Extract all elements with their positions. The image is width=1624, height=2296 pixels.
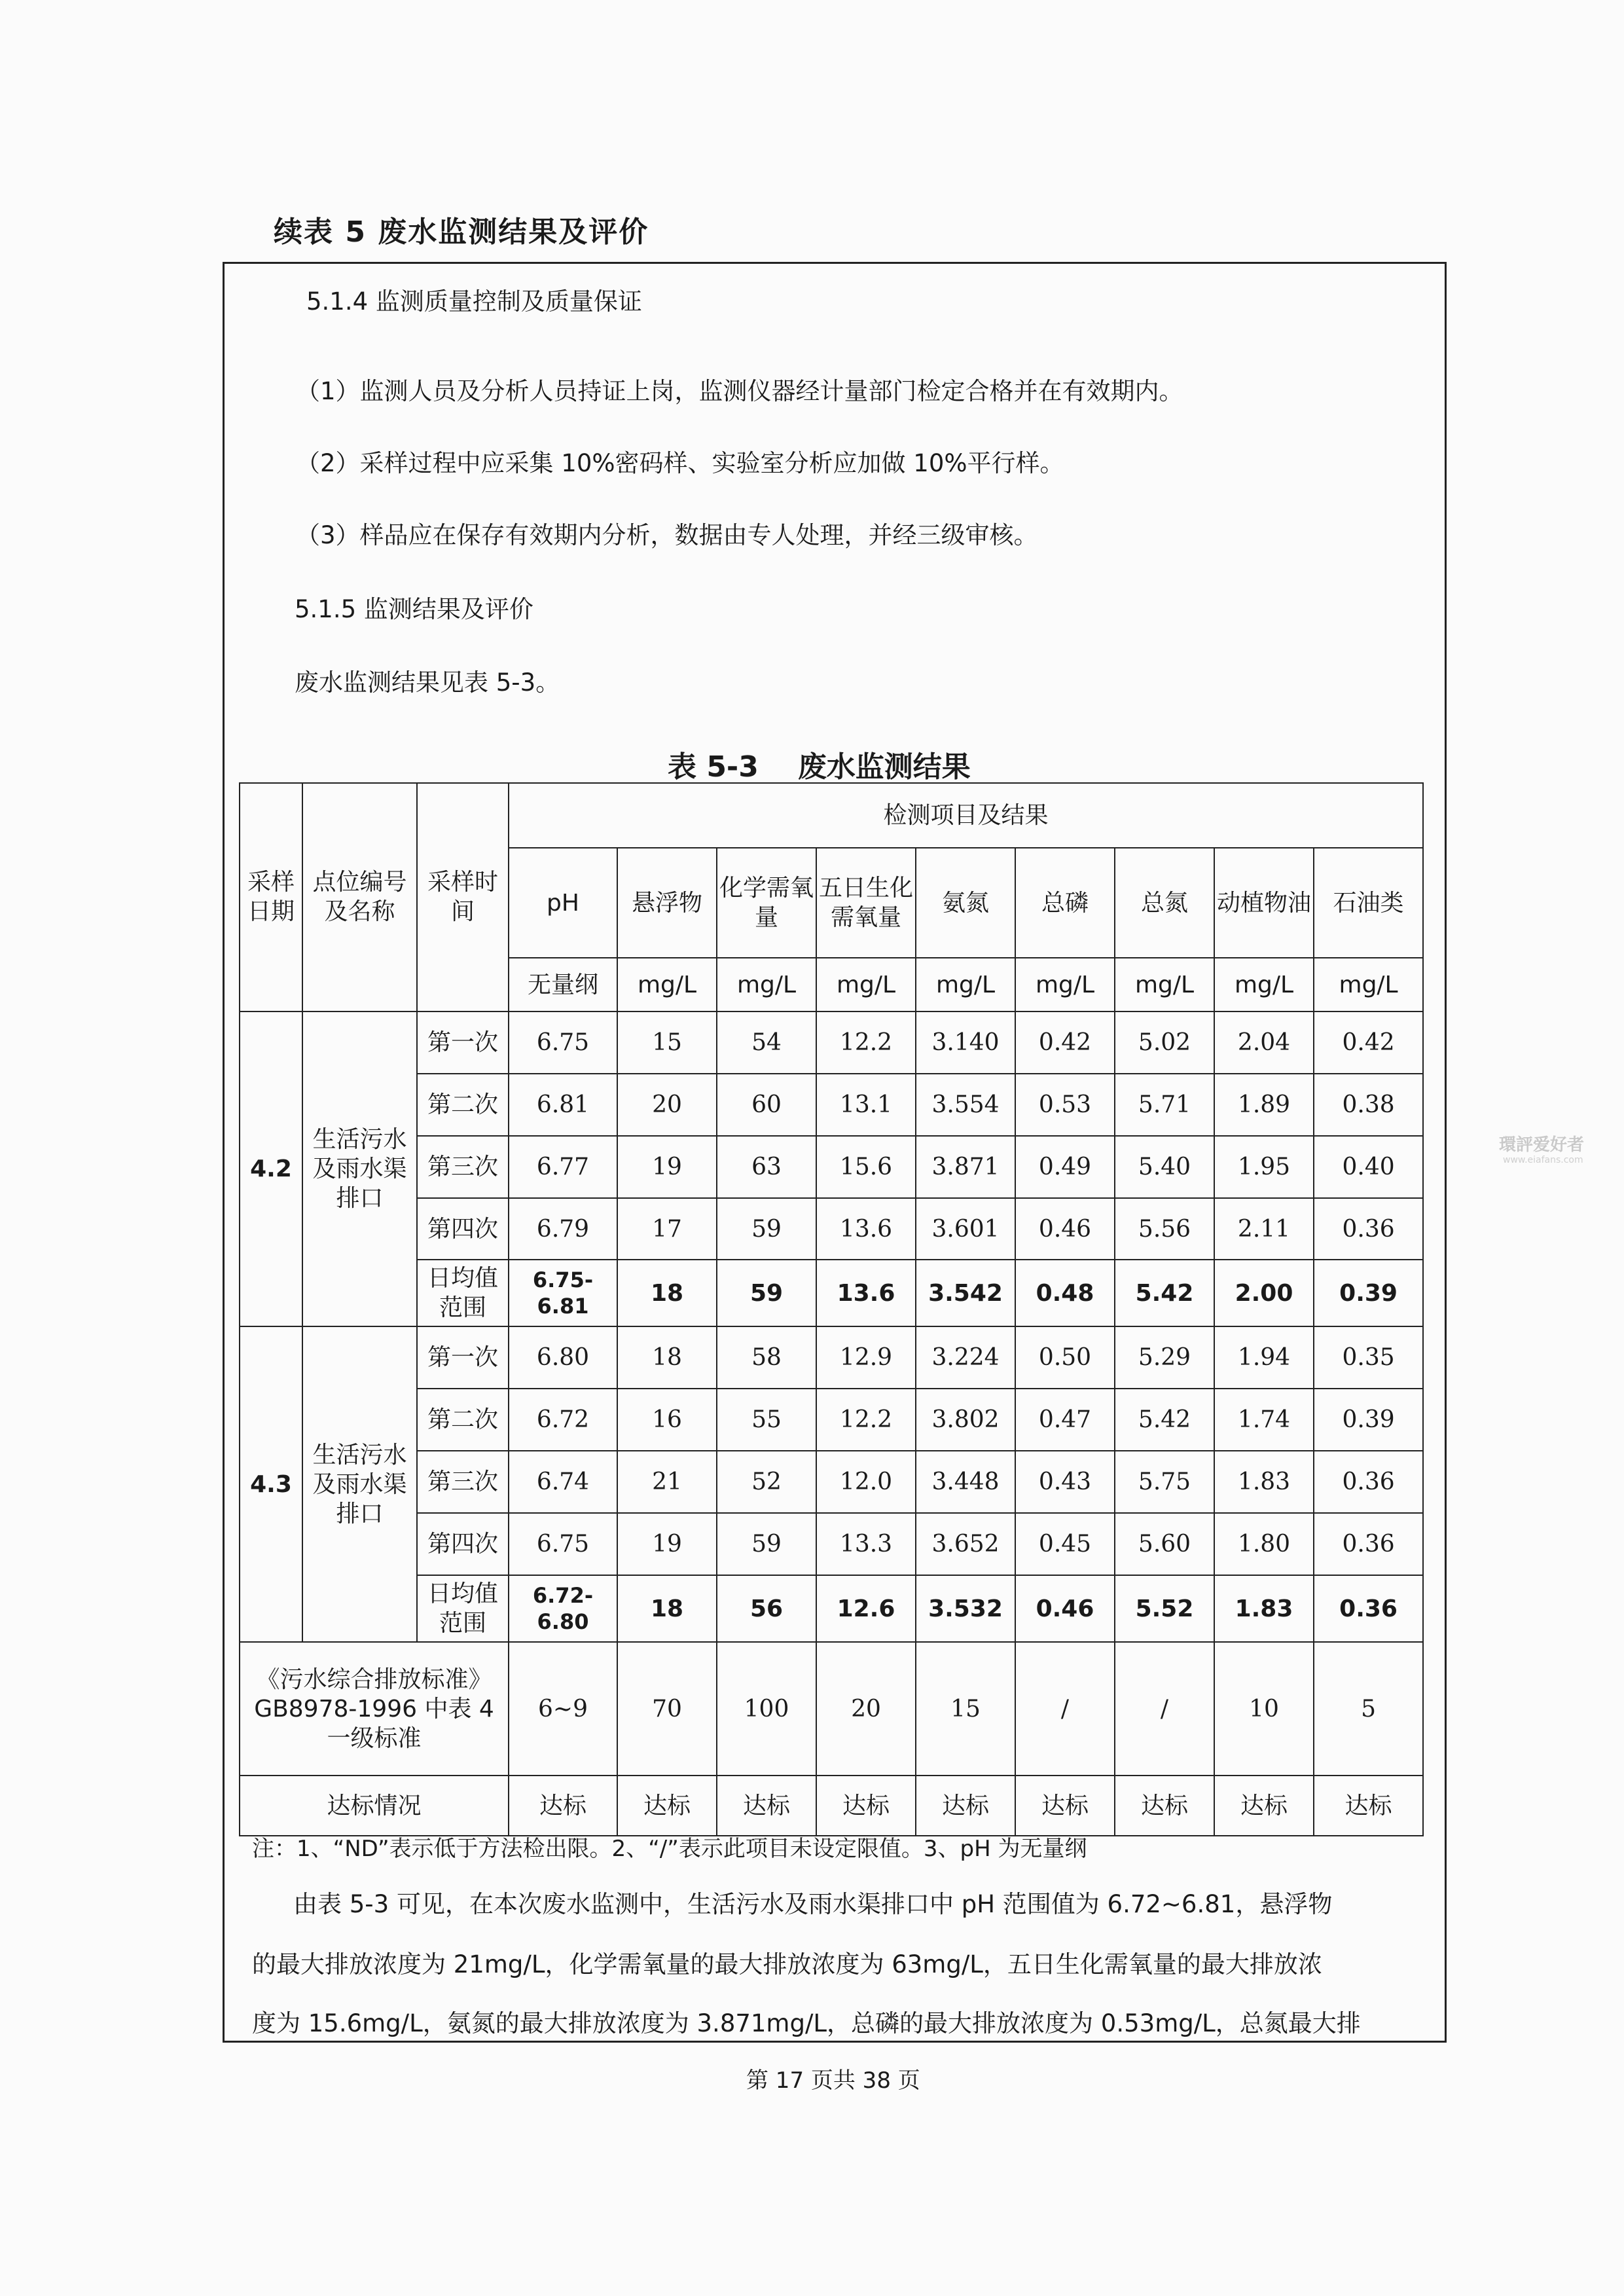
param-oil: 动植物油 (1214, 848, 1314, 958)
table-row (240, 1011, 1423, 1074)
compliance-value: 达标 (816, 1776, 916, 1836)
compliance-value: 达标 (1314, 1776, 1423, 1836)
standard-value: 20 (816, 1642, 916, 1776)
daily-average-value: 0.36 (1314, 1575, 1423, 1642)
measurement-value: 6.79 (509, 1198, 617, 1260)
measurement-value: 13.6 (816, 1198, 916, 1260)
measurement-value: 5.75 (1115, 1451, 1214, 1513)
measurement-value: 63 (717, 1136, 816, 1198)
measurement-value: 55 (717, 1389, 816, 1451)
param-bod5: 五日生化需氧量 (816, 848, 916, 958)
daily-average-value: 2.00 (1214, 1260, 1314, 1326)
measurement-value: 60 (717, 1074, 816, 1136)
conclusion-line-3: 度为 15.6mg/L，氨氮的最大排放浓度为 3.871mg/L，总磷的最大排放浓度为 0.53mg/L，总氮最大排 (252, 2009, 1361, 2037)
compliance-value: 达标 (1015, 1776, 1115, 1836)
measurement-value: 58 (717, 1326, 816, 1389)
sampling-date: 4.2 (240, 1011, 302, 1327)
measurement-value: 12.9 (816, 1326, 916, 1389)
measurement-value: 6.81 (509, 1074, 617, 1136)
compliance-value: 达标 (916, 1776, 1015, 1836)
measurement-value: 3.448 (916, 1451, 1015, 1513)
measurement-value: 0.46 (1015, 1198, 1115, 1260)
standard-value: 70 (617, 1642, 717, 1776)
table-title-text: 废水监测结果 (797, 750, 971, 784)
unit-oil: mg/L (1214, 958, 1314, 1011)
measurement-value: 15 (617, 1011, 717, 1074)
measurement-value: 15.6 (816, 1136, 916, 1198)
daily-average-value: 0.48 (1015, 1260, 1115, 1326)
measurement-value: 3.871 (916, 1136, 1015, 1198)
header-point-name: 点位编号及名称 (302, 783, 417, 1011)
measurement-value: 6.77 (509, 1136, 617, 1198)
measurement-value: 0.35 (1314, 1326, 1423, 1389)
param-ss: 悬浮物 (617, 848, 717, 958)
table-row (240, 1074, 1423, 1136)
sampling-time: 第三次 (417, 1451, 509, 1513)
compliance-value: 达标 (717, 1776, 816, 1836)
daily-average-value: 5.52 (1115, 1575, 1214, 1642)
header-sampling-time: 采样时间 (417, 783, 509, 1011)
measurement-value: 0.45 (1015, 1513, 1115, 1575)
param-nh3n: 氨氮 (916, 848, 1015, 958)
header-sampling-date: 采样日期 (240, 783, 302, 1011)
measurement-value: 20 (617, 1074, 717, 1136)
measurement-value: 1.94 (1214, 1326, 1314, 1389)
compliance-value: 达标 (617, 1776, 717, 1836)
measurement-value: 3.652 (916, 1513, 1015, 1575)
unit-ph: 无量纲 (509, 958, 617, 1011)
sampling-time: 第四次 (417, 1198, 509, 1260)
unit-petroleum: mg/L (1314, 958, 1423, 1011)
table-row (240, 1575, 1423, 1642)
measurement-value: 0.43 (1015, 1451, 1115, 1513)
daily-average-value: 0.46 (1015, 1575, 1115, 1642)
measurement-value: 5.29 (1115, 1326, 1214, 1389)
compliance-value: 达标 (1115, 1776, 1214, 1836)
table-row (240, 1513, 1423, 1575)
measurement-value: 6.74 (509, 1451, 617, 1513)
measurement-value: 5.02 (1115, 1011, 1214, 1074)
daily-average-value: 13.6 (816, 1260, 916, 1326)
sampling-time: 日均值范围 (417, 1260, 509, 1326)
section-514-heading: 5.1.4 监测质量控制及质量保证 (306, 287, 642, 316)
wastewater-results-table (239, 782, 1424, 1836)
page-header: 续表 5 废水监测结果及评价 (274, 215, 649, 249)
measurement-value: 18 (617, 1326, 717, 1389)
standard-value: 10 (1214, 1642, 1314, 1776)
daily-average-value: 1.83 (1214, 1575, 1314, 1642)
daily-average-value: 5.42 (1115, 1260, 1214, 1326)
daily-average-value: 3.532 (916, 1575, 1015, 1642)
measurement-value: 0.36 (1314, 1451, 1423, 1513)
table-row (240, 1326, 1423, 1389)
measurement-value: 3.554 (916, 1074, 1015, 1136)
measurement-value: 12.0 (816, 1451, 916, 1513)
measurement-value: 13.1 (816, 1074, 916, 1136)
table-row (240, 1260, 1423, 1326)
measurement-value: 54 (717, 1011, 816, 1074)
standard-value: 5 (1314, 1642, 1423, 1776)
measurement-value: 0.50 (1015, 1326, 1115, 1389)
measurement-value: 19 (617, 1136, 717, 1198)
measurement-value: 0.36 (1314, 1513, 1423, 1575)
daily-average-value: 6.75-6.81 (509, 1260, 617, 1326)
standard-label: 《污水综合排放标准》GB8978-1996 中表 4 一级标准 (240, 1642, 509, 1776)
sampling-point: 生活污水及雨水渠排口 (302, 1326, 417, 1642)
unit-bod5: mg/L (816, 958, 916, 1011)
sampling-time: 第三次 (417, 1136, 509, 1198)
table-row (240, 1198, 1423, 1260)
sampling-time: 第二次 (417, 1389, 509, 1451)
standard-value: 15 (916, 1642, 1015, 1776)
measurement-value: 0.38 (1314, 1074, 1423, 1136)
compliance-label: 达标情况 (240, 1776, 509, 1836)
sampling-time: 日均值范围 (417, 1575, 509, 1642)
measurement-value: 0.42 (1015, 1011, 1115, 1074)
unit-ss: mg/L (617, 958, 717, 1011)
measurement-value: 1.80 (1214, 1513, 1314, 1575)
measurement-value: 13.3 (816, 1513, 916, 1575)
measurement-value: 0.36 (1314, 1198, 1423, 1260)
measurement-value: 52 (717, 1451, 816, 1513)
measurement-value: 6.80 (509, 1326, 617, 1389)
section-515-heading: 5.1.5 监测结果及评价 (295, 595, 533, 623)
watermark-url: www.eiafans.com (1503, 1155, 1583, 1165)
table-note: 注：1、“ND”表示低于方法检出限。2、“/”表示此项目未设定限值。3、pH 为无量纲 (252, 1836, 1087, 1862)
results-body (240, 1011, 1423, 1642)
measurement-value: 1.74 (1214, 1389, 1314, 1451)
daily-average-value: 3.542 (916, 1260, 1015, 1326)
qc-item-3: （3）样品应在保存有效期内分析，数据由专人处理，并经三级审核。 (296, 521, 1038, 549)
measurement-value: 16 (617, 1389, 717, 1451)
measurement-value: 3.802 (916, 1389, 1015, 1451)
param-cod: 化学需氧量 (717, 848, 816, 958)
measurement-value: 0.53 (1015, 1074, 1115, 1136)
table-row (240, 1136, 1423, 1198)
measurement-value: 3.601 (916, 1198, 1015, 1260)
compliance-value: 达标 (1214, 1776, 1314, 1836)
compliance-value: 达标 (509, 1776, 617, 1836)
measurement-value: 6.75 (509, 1513, 617, 1575)
daily-average-value: 0.39 (1314, 1260, 1423, 1326)
measurement-value: 5.42 (1115, 1389, 1214, 1451)
sampling-time: 第二次 (417, 1074, 509, 1136)
measurement-value: 5.40 (1115, 1136, 1214, 1198)
sampling-time: 第一次 (417, 1326, 509, 1389)
unit-tp: mg/L (1015, 958, 1115, 1011)
param-petroleum: 石油类 (1314, 848, 1423, 958)
sampling-time: 第一次 (417, 1011, 509, 1074)
daily-average-value: 18 (617, 1260, 717, 1326)
param-tp: 总磷 (1015, 848, 1115, 958)
table-title-number: 表 5-3 (668, 750, 759, 784)
measurement-value: 12.2 (816, 1011, 916, 1074)
page-footer: 第 17 页共 38 页 (746, 2068, 920, 2094)
measurement-value: 1.83 (1214, 1451, 1314, 1513)
measurement-value: 1.95 (1214, 1136, 1314, 1198)
sampling-date: 4.3 (240, 1326, 302, 1642)
param-ph: pH (509, 848, 617, 958)
table-row (240, 1451, 1423, 1513)
unit-tn: mg/L (1115, 958, 1214, 1011)
standard-value: 100 (717, 1642, 816, 1776)
measurement-value: 59 (717, 1513, 816, 1575)
measurement-value: 12.2 (816, 1389, 916, 1451)
qc-item-2: （2）采样过程中应采集 10%密码样、实验室分析应加做 10%平行样。 (296, 449, 1064, 477)
measurement-value: 5.56 (1115, 1198, 1214, 1260)
param-tn: 总氮 (1115, 848, 1214, 958)
measurement-value: 3.140 (916, 1011, 1015, 1074)
measurement-value: 19 (617, 1513, 717, 1575)
header-test-items: 检测项目及结果 (509, 783, 1423, 848)
results-intro: 废水监测结果见表 5-3。 (295, 668, 560, 697)
unit-nh3n: mg/L (916, 958, 1015, 1011)
measurement-value: 5.71 (1115, 1074, 1214, 1136)
table-row (240, 1389, 1423, 1451)
measurement-value: 0.39 (1314, 1389, 1423, 1451)
sampling-point: 生活污水及雨水渠排口 (302, 1011, 417, 1327)
standard-value: / (1115, 1642, 1214, 1776)
daily-average-value: 59 (717, 1260, 816, 1326)
measurement-value: 21 (617, 1451, 717, 1513)
measurement-value: 3.224 (916, 1326, 1015, 1389)
measurement-value: 0.47 (1015, 1389, 1115, 1451)
measurement-value: 0.49 (1015, 1136, 1115, 1198)
measurement-value: 59 (717, 1198, 816, 1260)
watermark-logo: 環評爱好者 (1499, 1135, 1585, 1155)
table-title (668, 743, 971, 785)
conclusion-line-2: 的最大排放浓度为 21mg/L，化学需氧量的最大排放浓度为 63mg/L，五日生化需氧量的最大排放浓 (252, 1950, 1322, 1978)
measurement-value: 2.11 (1214, 1198, 1314, 1260)
qc-item-1: （1）监测人员及分析人员持证上岗，监测仪器经计量部门检定合格并在有效期内。 (296, 377, 1183, 405)
unit-cod: mg/L (717, 958, 816, 1011)
standard-value: / (1015, 1642, 1115, 1776)
measurement-value: 17 (617, 1198, 717, 1260)
measurement-value: 2.04 (1214, 1011, 1314, 1074)
measurement-value: 6.75 (509, 1011, 617, 1074)
measurement-value: 0.42 (1314, 1011, 1423, 1074)
measurement-value: 1.89 (1214, 1074, 1314, 1136)
conclusion-line-1: 由表 5-3 可见，在本次废水监测中，生活污水及雨水渠排口中 pH 范围值为 6.72~6.81，悬浮物 (293, 1890, 1333, 1918)
measurement-value: 5.60 (1115, 1513, 1214, 1575)
daily-average-value: 12.6 (816, 1575, 916, 1642)
measurement-value: 0.40 (1314, 1136, 1423, 1198)
measurement-value: 6.72 (509, 1389, 617, 1451)
sampling-time: 第四次 (417, 1513, 509, 1575)
standard-value: 6~9 (509, 1642, 617, 1776)
daily-average-value: 6.72-6.80 (509, 1575, 617, 1642)
daily-average-value: 56 (717, 1575, 816, 1642)
daily-average-value: 18 (617, 1575, 717, 1642)
